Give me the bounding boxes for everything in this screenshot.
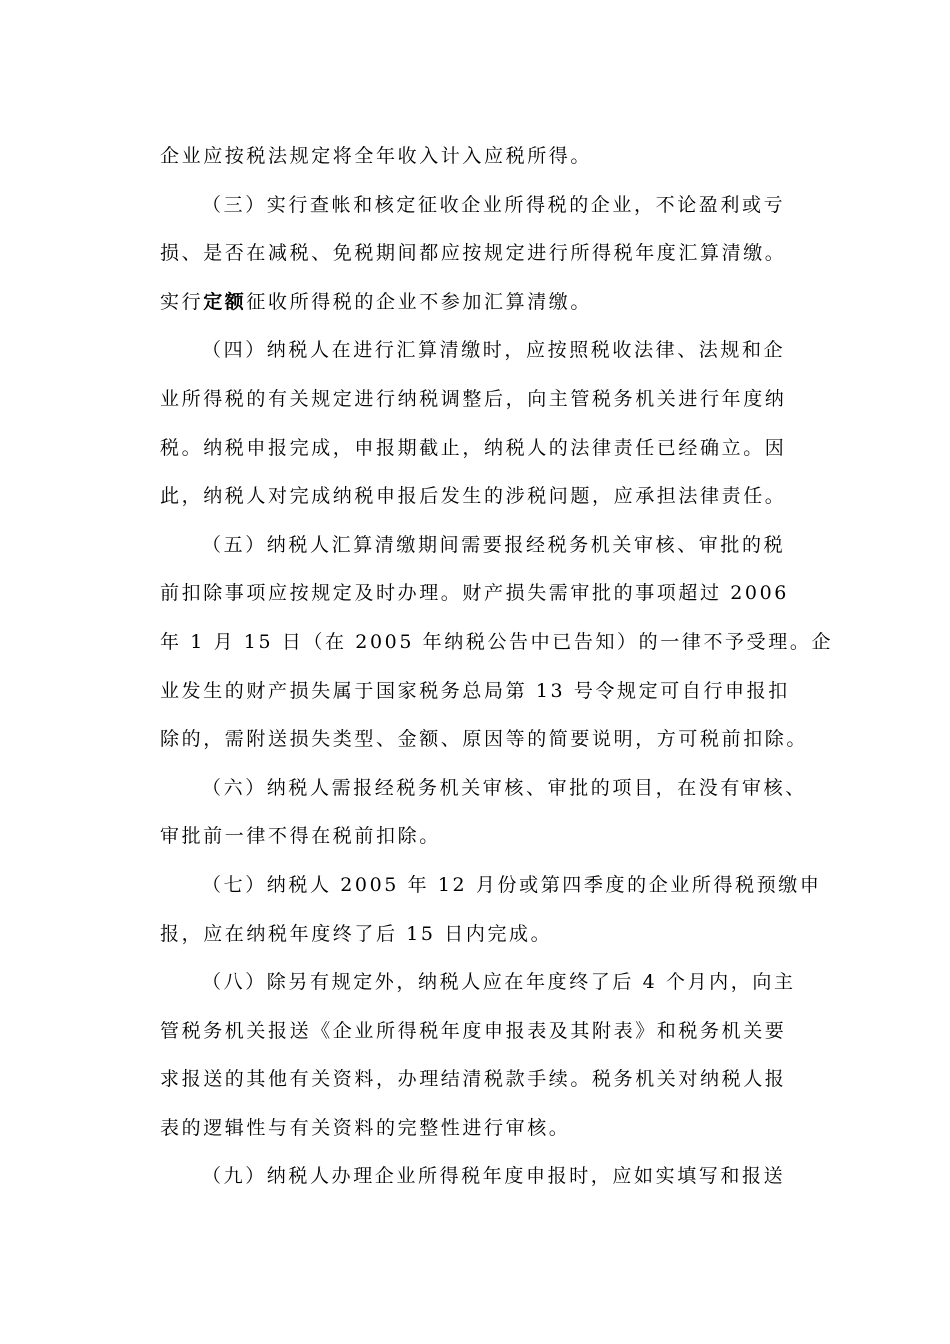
text-line: （六）纳税人需报经税务机关审核、审批的项目，在没有审核、: [202, 776, 807, 799]
text-segment: 实行: [160, 290, 204, 313]
text-line: 税。纳税申报完成，申报期截止，纳税人的法律责任已经确立。因: [160, 436, 787, 459]
text-line: （七）纳税人 2005 年 12 月份或第四季度的企业所得税预缴申: [202, 873, 822, 896]
text-line: （九）纳税人办理企业所得税年度申报时，应如实填写和报送: [202, 1165, 786, 1188]
text-line: 损、是否在减税、免税期间都应按规定进行所得税年度汇算清缴。: [160, 242, 787, 265]
text-line: 此，纳税人对完成纳税申报后发生的涉税问题，应承担法律责任。: [160, 485, 787, 508]
text-line: （八）除另有规定外，纳税人应在年度终了后 4 个月内，向主: [202, 971, 796, 994]
text-line: 表的逻辑性与有关资料的完整性进行审核。: [160, 1116, 571, 1139]
text-line: （五）纳税人汇算清缴期间需要报经税务机关审核、审批的税: [202, 533, 786, 556]
text-line: 企业应按税法规定将全年收入计入应税所得。: [160, 145, 593, 167]
text-line: 管税务机关报送《企业所得税年度申报表及其附表》和税务机关要: [160, 1019, 787, 1042]
text-line: 业所得税的有关规定进行纳税调整后，向主管税务机关进行年度纳: [160, 387, 787, 410]
document-body: [160, 132, 834, 1201]
text-line: 前扣除事项应按规定及时办理。财产损失需审批的事项超过 2006: [160, 582, 789, 605]
text-line: 年 1 月 15 日（在 2005 年纳税公告中已告知）的一律不予受理。企: [160, 630, 834, 653]
text-line: 除的，需附送损失类型、金额、原因等的简要说明，方可税前扣除。: [160, 728, 809, 751]
text-line: 业发生的财产损失属于国家税务总局第 13 号令规定可自行申报扣: [160, 679, 790, 702]
text-segment: 征收所得税的企业不参加汇算清缴。: [246, 290, 593, 313]
text-line: 报，应在纳税年度终了后 15 日内完成。: [160, 922, 553, 945]
text-line: （四）纳税人在进行汇算清缴时，应按照税收法律、法规和企: [202, 339, 786, 362]
text-line: [160, 278, 820, 327]
text-line: （三）实行查帐和核定征收企业所得税的企业，不论盈利或亏: [202, 193, 786, 216]
bold-term: 定额: [203, 290, 247, 313]
text-line: 审批前一律不得在税前扣除。: [160, 825, 441, 848]
text-line: 求报送的其他有关资料，办理结清税款手续。税务机关对纳税人报: [160, 1068, 787, 1091]
